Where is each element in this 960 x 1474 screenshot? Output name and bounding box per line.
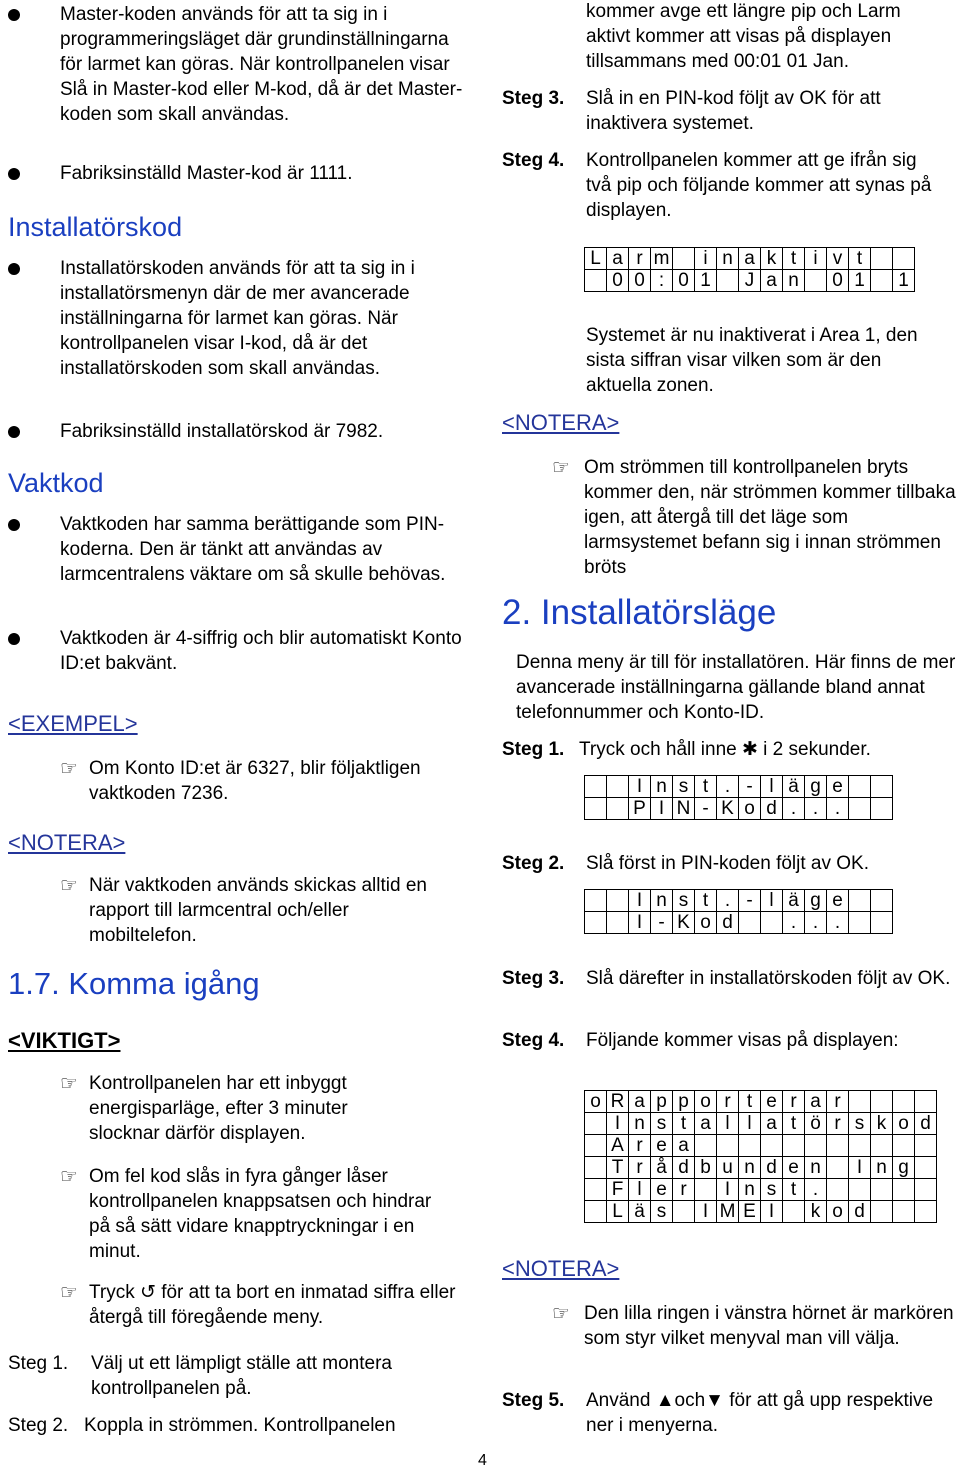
lcd-cell: s	[673, 890, 695, 912]
lcd-cell: ö	[805, 1113, 827, 1135]
clear-key-note: Tryck ↺ för att ta bort en inmatad siffra eller återgå till föregående meny.	[89, 1282, 456, 1328]
guard-report-note: När vaktkoden används skickas alltid en rapport till larmcentral och/eller mobiltelefon.	[89, 875, 427, 946]
lcd-cell	[849, 1091, 871, 1113]
lcd-cell: K	[673, 912, 695, 934]
lcd-cell: b	[695, 1157, 717, 1179]
step-text: Tryck och håll inne ✱ i 2 sekunder.	[579, 739, 871, 760]
lcd-cell	[893, 1135, 915, 1157]
lcd-display-installer-code	[584, 889, 893, 934]
lcd-cell	[739, 1135, 761, 1157]
lcd-cell: l	[739, 1113, 761, 1135]
lcd-cell: i	[695, 248, 717, 270]
step-label: Steg 5.	[502, 1390, 565, 1411]
lcd-cell: t	[695, 890, 717, 912]
lcd-cell: I	[629, 776, 651, 798]
step-text: Slå först in PIN-koden följt av OK.	[586, 853, 870, 874]
lcd-cell: i	[805, 248, 827, 270]
lcd-cell	[915, 1091, 937, 1113]
lcd-cell	[695, 1179, 717, 1201]
lcd-cell	[871, 912, 893, 934]
lcd-cell: t	[673, 1113, 695, 1135]
bullet-dot	[8, 519, 20, 531]
lcd-cell	[585, 776, 607, 798]
lcd-row	[585, 890, 893, 912]
lcd-cell	[717, 1135, 739, 1157]
lcd-cell: o	[585, 1091, 607, 1113]
lcd-cell	[849, 1179, 871, 1201]
lcd-cell: r	[783, 1091, 805, 1113]
lcd-cell: P	[629, 798, 651, 820]
lcd-cell: d	[717, 912, 739, 934]
lcd-cell: s	[849, 1113, 871, 1135]
lcd-cell: 0	[629, 270, 651, 292]
lcd-cell: t	[739, 1091, 761, 1113]
master-code-paragraph: Master-koden används för att ta sig in i programmeringsläget där grundinställningarna för larmet kan göras. När kontrollpanelen visar Slå in Master-kod eller M-kod, då är det Master-koden som skall användas.	[60, 4, 463, 125]
step-label: Steg 2.	[502, 853, 565, 874]
lcd-cell: å	[651, 1157, 673, 1179]
getting-started-heading: 1.7. Komma igång	[8, 966, 260, 1001]
lcd-cell	[585, 270, 607, 292]
step-text: Slå in en PIN-kod följt av OK för att inaktivera systemet.	[586, 88, 881, 134]
lcd-cell: a	[673, 1135, 695, 1157]
lcd-cell: I	[717, 1179, 739, 1201]
lcd-cell	[871, 248, 893, 270]
lcd-cell: .	[783, 798, 805, 820]
alarm-active-paragraph: kommer avge ett längre pip och Larm aktivt kommer att visas på displayen tillsammans med 00:01 01 Jan.	[586, 1, 901, 72]
lcd-cell: -	[695, 798, 717, 820]
lcd-cell: a	[761, 1113, 783, 1135]
lcd-cell: s	[673, 776, 695, 798]
bullet-dot	[8, 426, 20, 438]
pointing-hand-icon: ☞	[60, 875, 78, 897]
lcd-cell: I	[629, 890, 651, 912]
page-number: 4	[478, 1452, 487, 1469]
installer-code-heading: Installatörskod	[8, 212, 183, 242]
step-label: Steg 3.	[502, 88, 565, 109]
lcd-cell: n	[651, 776, 673, 798]
lcd-cell: o	[827, 1201, 849, 1223]
lcd-cell	[673, 1201, 695, 1223]
lcd-cell: -	[651, 912, 673, 934]
step-text: Kontrollpanelen kommer att ge ifrån sig två pip och följande kommer att synas på displayen.	[586, 150, 932, 221]
lcd-cell: k	[805, 1201, 827, 1223]
note-tag: <NOTERA>	[502, 1256, 620, 1281]
lcd-cell: e	[827, 776, 849, 798]
lcd-cell: I	[607, 1113, 629, 1135]
lcd-cell	[585, 890, 607, 912]
important-tag: <VIKTIGT>	[8, 1028, 121, 1053]
lcd-cell: o	[695, 912, 717, 934]
lcd-cell: I	[849, 1157, 871, 1179]
pointing-hand-icon: ☞	[60, 1166, 78, 1188]
lcd-cell	[761, 1135, 783, 1157]
lcd-cell: r	[827, 1113, 849, 1135]
lcd-cell: t	[783, 248, 805, 270]
lcd-cell: L	[585, 248, 607, 270]
lcd-cell: .	[717, 890, 739, 912]
lcd-cell: a	[739, 248, 761, 270]
lcd-row	[585, 1091, 937, 1113]
lcd-cell	[739, 912, 761, 934]
bullet-dot	[8, 9, 20, 21]
lcd-cell: r	[629, 1157, 651, 1179]
lcd-cell	[695, 1135, 717, 1157]
lcd-cell: o	[695, 1091, 717, 1113]
lcd-cell: .	[783, 912, 805, 934]
lcd-cell: 0	[827, 270, 849, 292]
step-label: Steg 1.	[8, 1353, 69, 1374]
lcd-cell	[783, 1201, 805, 1223]
lcd-cell: d	[673, 1157, 695, 1179]
lcd-cell	[585, 1179, 607, 1201]
guard-code-digits: Vaktkoden är 4-siffrig och blir automatiskt Konto ID:et bakvänt.	[60, 628, 462, 674]
cursor-note: Den lilla ringen i vänstra hörnet är markören som styr vilket menyval man vill välja.	[584, 1303, 954, 1349]
lcd-cell: n	[805, 1157, 827, 1179]
lcd-cell: 0	[673, 270, 695, 292]
lcd-cell: n	[739, 1179, 761, 1201]
lcd-cell: I	[629, 912, 651, 934]
lcd-cell: 1	[695, 270, 717, 292]
lcd-cell: .	[805, 798, 827, 820]
lcd-cell	[849, 776, 871, 798]
lcd-cell: .	[805, 912, 827, 934]
lcd-cell	[827, 1179, 849, 1201]
lcd-cell: r	[629, 248, 651, 270]
lcd-cell: -	[739, 890, 761, 912]
lcd-row	[585, 1135, 937, 1157]
lcd-cell: o	[739, 798, 761, 820]
pointing-hand-icon: ☞	[552, 457, 570, 479]
lcd-cell: I	[695, 1201, 717, 1223]
wrong-code-note: Om fel kod slås in fyra gånger låser kontrollpanelen knappsatsen och hindrar på så sätt vidare knapptryckningar i en minut.	[89, 1166, 432, 1262]
step-label: Steg 4.	[502, 1030, 565, 1051]
lcd-cell	[849, 912, 871, 934]
lcd-cell: -	[739, 776, 761, 798]
pointing-hand-icon: ☞	[60, 758, 78, 780]
lcd-cell: n	[871, 1157, 893, 1179]
lcd-cell: ä	[783, 890, 805, 912]
lcd-cell	[871, 1091, 893, 1113]
lcd-row	[585, 1157, 937, 1179]
step-text: Följande kommer visas på displayen:	[586, 1030, 899, 1051]
lcd-cell: g	[805, 890, 827, 912]
lcd-row	[585, 776, 893, 798]
lcd-cell: R	[607, 1091, 629, 1113]
step-text: Slå därefter in installatörskoden följt av OK.	[586, 968, 951, 989]
lcd-cell: g	[805, 776, 827, 798]
lcd-cell: N	[673, 798, 695, 820]
lcd-cell	[849, 890, 871, 912]
lcd-cell	[607, 798, 629, 820]
lcd-cell: r	[629, 1135, 651, 1157]
step-text: Koppla in strömmen. Kontrollpanelen	[84, 1415, 396, 1436]
lcd-cell: I	[651, 798, 673, 820]
lcd-cell: K	[717, 798, 739, 820]
lcd-cell: s	[651, 1113, 673, 1135]
lcd-cell: .	[827, 912, 849, 934]
lcd-cell: t	[695, 776, 717, 798]
lcd-cell: 0	[607, 270, 629, 292]
lcd-cell: e	[827, 890, 849, 912]
pointing-hand-icon: ☞	[60, 1073, 78, 1095]
lcd-cell: :	[651, 270, 673, 292]
step-label: Steg 1.	[502, 739, 565, 760]
lcd-cell: k	[871, 1113, 893, 1135]
lcd-cell: p	[673, 1091, 695, 1113]
lcd-row	[585, 1201, 937, 1223]
lcd-cell: d	[761, 798, 783, 820]
pointing-hand-icon: ☞	[552, 1303, 570, 1325]
step-label: Steg 2.	[8, 1415, 69, 1436]
lcd-cell	[915, 1179, 937, 1201]
lcd-cell: n	[783, 270, 805, 292]
bullet-dot	[8, 168, 20, 180]
lcd-cell: a	[629, 1091, 651, 1113]
lcd-cell	[893, 1179, 915, 1201]
lcd-cell	[849, 1135, 871, 1157]
lcd-cell: n	[629, 1113, 651, 1135]
lcd-cell	[871, 798, 893, 820]
energy-save-note: Kontrollpanelen har ett inbyggt energisparläge, efter 3 minuter slocknar därför displayen.	[89, 1073, 348, 1144]
lcd-cell	[783, 1135, 805, 1157]
lcd-cell	[761, 912, 783, 934]
lcd-cell	[805, 1135, 827, 1157]
lcd-cell: .	[717, 776, 739, 798]
lcd-cell: g	[893, 1157, 915, 1179]
installer-code-default: Fabriksinställd installatörskod är 7982.	[60, 421, 384, 442]
lcd-cell	[585, 912, 607, 934]
lcd-cell: d	[915, 1113, 937, 1135]
lcd-cell: 1	[849, 270, 871, 292]
guard-code-paragraph: Vaktkoden har samma berättigande som PIN-koderna. Den är tänkt att användas av larmcentralens väktare om så skulle behövas.	[60, 514, 446, 585]
lcd-cell	[893, 1091, 915, 1113]
note-tag: <NOTERA>	[8, 830, 126, 855]
lcd-cell	[827, 1135, 849, 1157]
lcd-cell: a	[761, 270, 783, 292]
lcd-cell: e	[761, 1091, 783, 1113]
lcd-cell: .	[827, 798, 849, 820]
lcd-cell	[585, 1201, 607, 1223]
lcd-cell	[915, 1157, 937, 1179]
lcd-cell: o	[893, 1113, 915, 1135]
master-code-default: Fabriksinställd Master-kod är 1111.	[60, 163, 353, 184]
lcd-cell: a	[695, 1113, 717, 1135]
lcd-cell	[871, 1201, 893, 1223]
lcd-cell: n	[717, 248, 739, 270]
lcd-cell	[585, 1157, 607, 1179]
pointing-hand-icon: ☞	[60, 1282, 78, 1304]
installer-code-paragraph: Installatörskoden används för att ta sig in i installatörsmenyn där de mer avancerade inställningarna för larmet kan göras. När kontrollpanelen visar I-kod, då är det installatörskoden som skall användas.	[60, 258, 415, 379]
lcd-cell: ä	[629, 1201, 651, 1223]
lcd-cell: l	[717, 1113, 739, 1135]
lcd-cell: k	[761, 248, 783, 270]
lcd-cell	[893, 248, 915, 270]
lcd-cell: r	[827, 1091, 849, 1113]
lcd-row	[585, 248, 915, 270]
area-paragraph: Systemet är nu inaktiverat i Area 1, den sista siffran visar vilken som är den aktuella zonen.	[586, 325, 918, 396]
lcd-row	[585, 798, 893, 820]
lcd-cell	[871, 890, 893, 912]
power-loss-note: Om strömmen till kontrollpanelen bryts kommer den, när strömmen kommer tillbaka igen, att återgå till det läge som larmsystemet befann sig i innan strömmen bröts	[584, 457, 956, 578]
step-label: Steg 4.	[502, 150, 565, 171]
bullet-dot	[8, 263, 20, 275]
lcd-cell: n	[739, 1157, 761, 1179]
lcd-cell	[805, 270, 827, 292]
step-label: Steg 3.	[502, 968, 565, 989]
lcd-cell: e	[651, 1179, 673, 1201]
lcd-cell	[893, 1201, 915, 1223]
lcd-display-pin-code	[584, 775, 893, 820]
lcd-row	[585, 270, 915, 292]
lcd-cell: ä	[783, 776, 805, 798]
lcd-cell: a	[607, 248, 629, 270]
lcd-display-alarm-inactive	[584, 247, 915, 292]
lcd-cell: t	[783, 1179, 805, 1201]
lcd-cell	[871, 1179, 893, 1201]
lcd-cell: l	[761, 776, 783, 798]
lcd-cell: M	[717, 1201, 739, 1223]
lcd-cell: t	[849, 248, 871, 270]
installer-mode-intro: Denna meny är till för installatören. Här finns de mer avancerade inställningarna gällande bland annat telefonnummer och Konto-ID.	[516, 652, 956, 723]
example-tag: <EXEMPEL>	[8, 711, 138, 736]
lcd-cell: n	[651, 890, 673, 912]
lcd-cell: m	[651, 248, 673, 270]
installer-mode-heading: 2. Installatörsläge	[502, 593, 777, 632]
lcd-cell	[607, 912, 629, 934]
guard-code-heading: Vaktkod	[8, 468, 104, 498]
lcd-cell: d	[849, 1201, 871, 1223]
lcd-cell	[827, 1157, 849, 1179]
lcd-cell	[585, 1113, 607, 1135]
lcd-cell: s	[761, 1179, 783, 1201]
lcd-cell	[871, 1135, 893, 1157]
lcd-cell	[915, 1201, 937, 1223]
bullet-dot	[8, 633, 20, 645]
lcd-cell: T	[607, 1157, 629, 1179]
lcd-row	[585, 1179, 937, 1201]
lcd-cell: d	[761, 1157, 783, 1179]
lcd-cell: e	[651, 1135, 673, 1157]
lcd-cell	[585, 798, 607, 820]
lcd-cell: .	[805, 1179, 827, 1201]
note-tag: <NOTERA>	[502, 410, 620, 435]
lcd-cell	[607, 776, 629, 798]
lcd-cell: s	[651, 1201, 673, 1223]
lcd-cell: u	[717, 1157, 739, 1179]
lcd-cell: A	[607, 1135, 629, 1157]
lcd-cell	[915, 1135, 937, 1157]
lcd-display-installer-menu	[584, 1090, 937, 1223]
lcd-cell: r	[673, 1179, 695, 1201]
lcd-cell: v	[827, 248, 849, 270]
lcd-cell: E	[739, 1201, 761, 1223]
lcd-cell	[673, 248, 695, 270]
lcd-cell: l	[761, 890, 783, 912]
lcd-cell: a	[805, 1091, 827, 1113]
lcd-cell	[607, 890, 629, 912]
lcd-cell	[717, 270, 739, 292]
lcd-cell: t	[783, 1113, 805, 1135]
lcd-cell: F	[607, 1179, 629, 1201]
lcd-row	[585, 912, 893, 934]
step-text: Välj ut ett lämpligt ställe att montera kontrollpanelen på.	[91, 1353, 392, 1399]
lcd-cell: L	[607, 1201, 629, 1223]
lcd-cell	[871, 776, 893, 798]
example-note: Om Konto ID:et är 6327, blir följaktligen vaktkoden 7236.	[89, 758, 421, 804]
lcd-cell: 1	[893, 270, 915, 292]
lcd-row	[585, 1113, 937, 1135]
lcd-cell	[585, 1135, 607, 1157]
lcd-cell: J	[739, 270, 761, 292]
lcd-cell: l	[629, 1179, 651, 1201]
lcd-cell	[849, 798, 871, 820]
lcd-cell	[871, 270, 893, 292]
lcd-cell: p	[651, 1091, 673, 1113]
step-text: Använd ▲och▼ för att gå upp respektive ner i menyerna.	[586, 1390, 934, 1436]
lcd-cell: e	[783, 1157, 805, 1179]
lcd-cell: I	[761, 1201, 783, 1223]
lcd-cell: r	[717, 1091, 739, 1113]
